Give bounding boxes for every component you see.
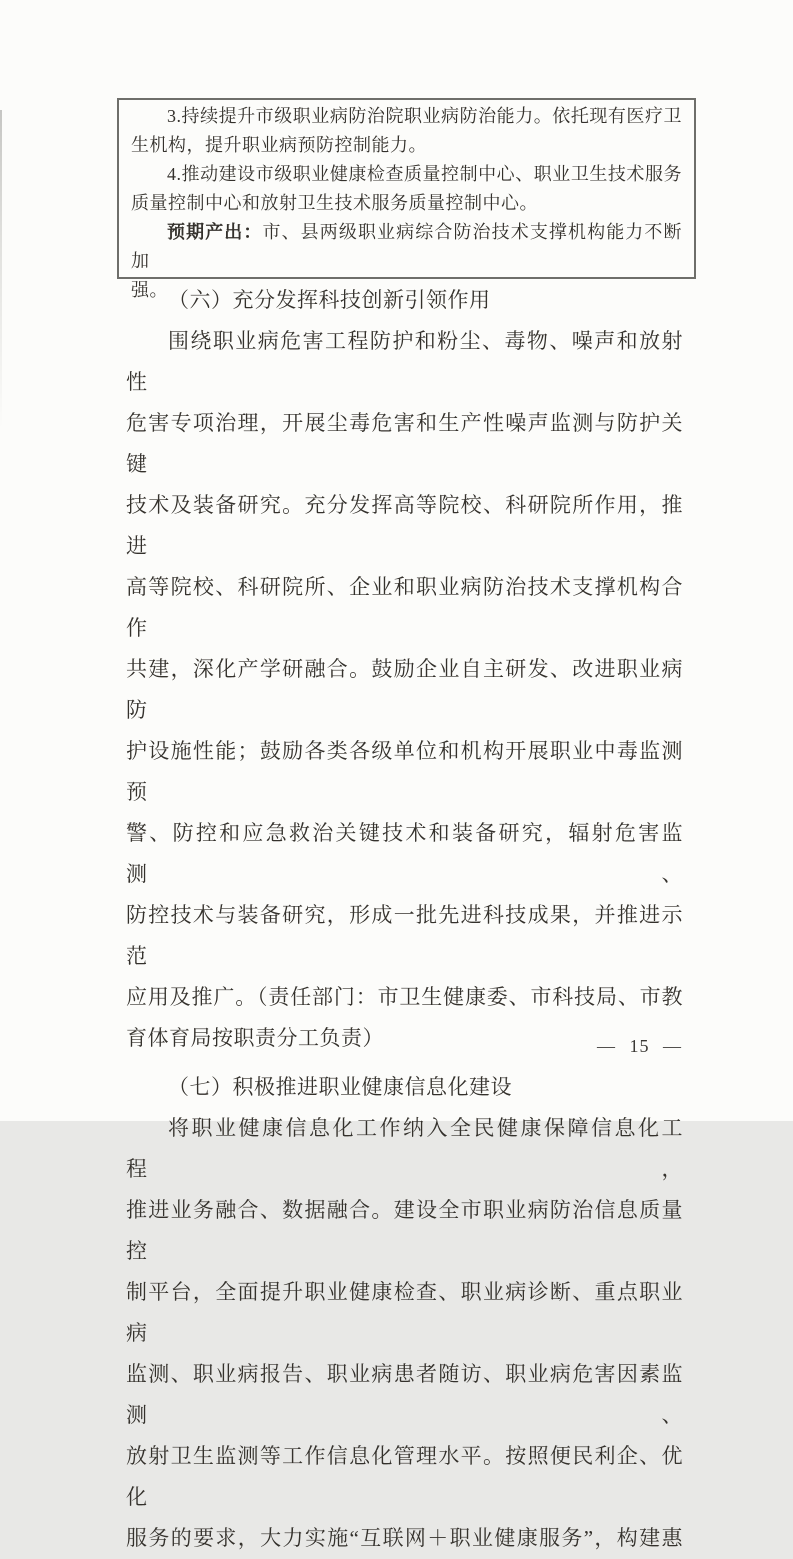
text-segment: 护设施性能；鼓励各类各级单位和机构开展职业中毒监测预 <box>126 739 683 804</box>
text-line <box>126 567 683 649</box>
page-number: — 15 — <box>597 1036 682 1056</box>
text-segment: 质量控制中心和放射卫生技术服务质量控制中心。 <box>131 193 538 213</box>
section-7-heading: （七）积极推进职业健康信息化建设 <box>168 1075 512 1099</box>
bold-label: 预期产出： <box>167 222 263 242</box>
text-line <box>131 218 682 276</box>
text-segment: 育体育局按职责分工负责） <box>126 1026 384 1050</box>
text-segment: 生机构，提升职业病预防控制能力。 <box>131 135 427 155</box>
text-line <box>131 189 682 218</box>
text-segment: 高等院校、科研院所、企业和职业病防治技术支撑机构合作 <box>126 575 683 640</box>
text-segment: 防控技术与装备研究，形成一批先进科技成果，并推进示范 <box>126 903 683 968</box>
text-line <box>126 1354 683 1436</box>
text-segment: 危害专项治理，开展尘毒危害和生产性噪声监测与防护关键 <box>126 411 683 476</box>
text-segment: 警、防控和应急救治关键技术和装备研究，辐射危害监测、 <box>126 821 683 886</box>
text-line <box>126 321 683 403</box>
text-segment: 应用及推广。（责任部门：市卫生健康委、市科技局、市教 <box>126 985 683 1009</box>
section-7-paragraph <box>126 1108 683 1559</box>
text-line <box>126 1436 683 1518</box>
text-segment: 共建，深化产学研融合。鼓励企业自主研发、改进职业病防 <box>126 657 683 722</box>
text-line <box>126 895 683 977</box>
text-line <box>126 485 683 567</box>
text-line <box>126 649 683 731</box>
text-line <box>126 1272 683 1354</box>
text-line <box>131 102 682 131</box>
text-segment: 强。 <box>131 280 168 300</box>
text-segment: 放射卫生监测等工作信息化管理水平。按照便民利企、优化 <box>126 1444 683 1509</box>
text-segment: 制平台，全面提升职业健康检查、职业病诊断、重点职业病 <box>126 1280 683 1345</box>
text-line <box>131 131 682 160</box>
text-line <box>126 731 683 813</box>
text-line <box>126 813 683 895</box>
text-line <box>126 1190 683 1272</box>
scan-artifact <box>0 110 2 430</box>
text-segment: 将职业健康信息化工作纳入全民健康保障信息化工程， <box>126 1116 683 1181</box>
section-6-paragraph <box>126 321 683 1059</box>
text-segment: 技术及装备研究。充分发挥高等院校、科研院所作用，推进 <box>126 493 683 558</box>
text-segment: 围绕职业病危害工程防护和粉尘、毒物、噪声和放射性 <box>126 329 683 394</box>
text-segment: 4.推动建设市级职业健康检查质量控制中心、职业卫生技术服务 <box>167 164 682 184</box>
text-segment: 3.持续提升市级职业病防治院职业病防治能力。依托现有医疗卫 <box>167 106 682 126</box>
text-line <box>126 1518 683 1559</box>
text-segment: 推进业务融合、数据融合。建设全市职业病防治信息质量控 <box>126 1198 683 1263</box>
text-segment: 服务的要求，大力实施“互联网＋职业健康服务”，构建惠 <box>126 1526 683 1550</box>
text-segment: 市、县两级职业病综合防治技术支撑机构能力不断加 <box>131 222 683 271</box>
text-line <box>131 160 682 189</box>
document-body <box>126 280 683 1559</box>
section-6-heading: （六）充分发挥科技创新引领作用 <box>168 288 491 312</box>
text-line <box>126 977 683 1018</box>
text-line <box>126 1108 683 1190</box>
text-line <box>126 403 683 485</box>
text-segment: 监测、职业病报告、职业病患者随访、职业病危害因素监测、 <box>126 1362 683 1427</box>
